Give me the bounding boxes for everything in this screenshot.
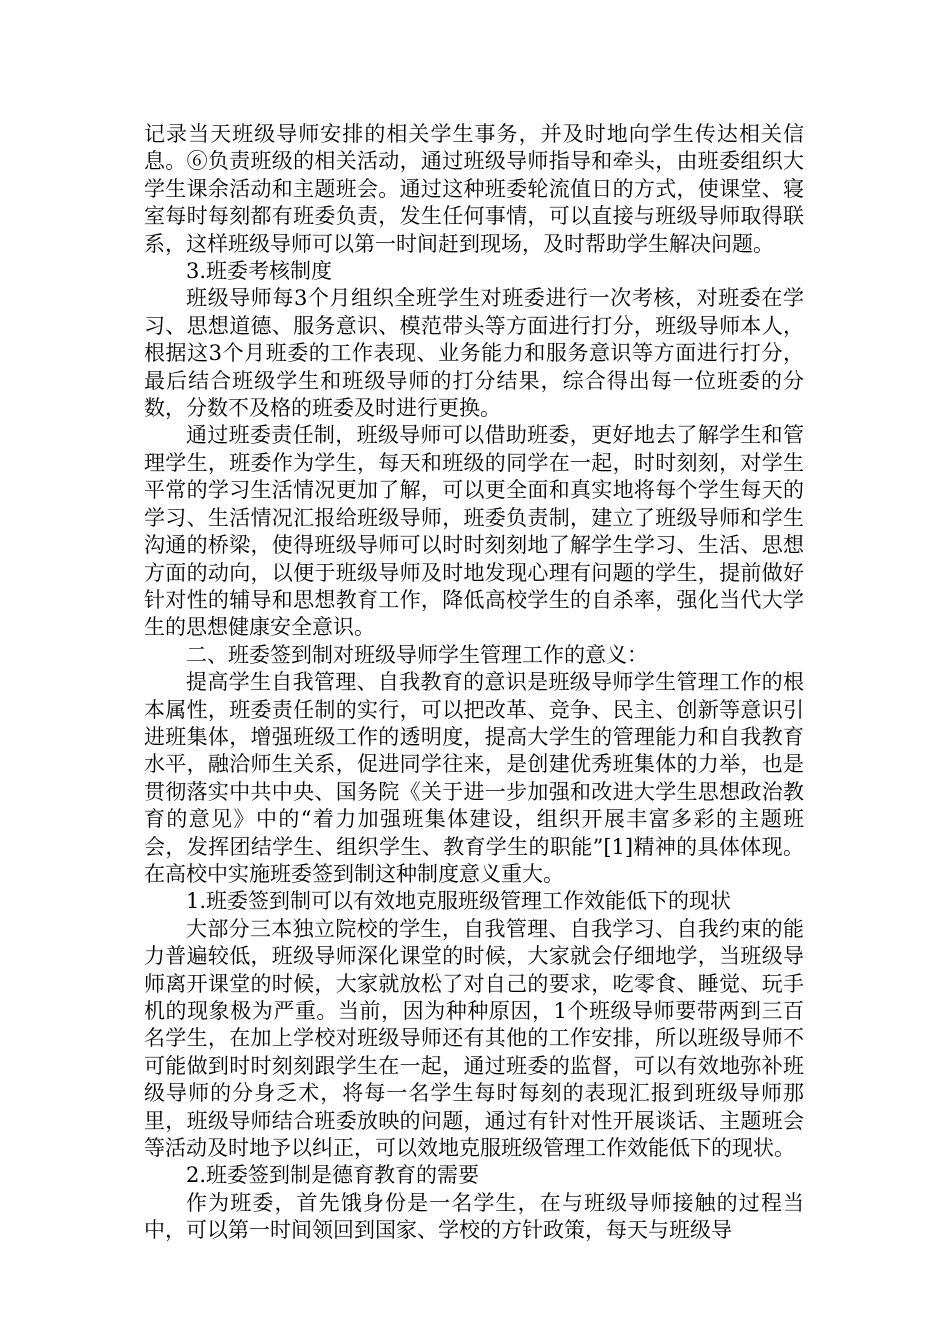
paragraph-responsibility: 通过班委责任制，班级导师可以借助班委，更好地去了解学生和管理学生，班委作为学生，每天和班级的同学在一起，时时刻刻，对学生平常的学习生活情况更加了解，可以更全面和真实地将每个学生每天的学习、生活情况汇报给班级导师，班委负责制，建立了班级导师和学生沟通的桥梁，使得班级导师可以时时刻刻地了解学生学习、生活、思想方面的动向，以便于班级导师及时地发现心理有问题的学生，提前做好针对性的辅导和思想教育工作，降低高校学生的自杀率，强化当代大学生的思想健康安全意识。 — [144, 423, 804, 640]
section-heading-assessment: 3.班委考核制度 — [186, 259, 333, 284]
paragraph-significance: 提高学生自我管理、自我教育的意识是班级导师学生管理工作的根本属性，班委责任制的实行，可以把改革、竞争、民主、创新等意识引进班集体，增强班级工作的透明度，提高大学生的管理能力和自我教育水平，融洽师生关系，促进同学往来，是创建优秀班集体的力举，也是贯彻落实中共中央、国务院《关于进一步加强和改进大学生思想政治教育的意见》中的“着力加强班集体建设，组织开展丰富多彩的主题班会，发挥团结学生、组织学生、教育学生的职能”[1]精神的具体体现。在高校中实施班委签到制这种制度意义重大。 — [144, 670, 804, 886]
section-heading-significance: 二、班委签到制对班级导师学生管理工作的意义： — [186, 642, 648, 667]
subsection-heading-efficiency: 1.班委签到制可以有效地克服班级管理工作效能低下的现状 — [186, 889, 732, 914]
paragraph-continuation: 记录当天班级导师安排的相关学生事务，并及时地向学生传达相关信息。⑥负责班级的相关活动，通过班级导师指导和牵头，由班委组织大学生课余活动和主题班会。通过这种班委轮流值日的方式，使课堂、寝室每时每刻都有班委负责，发生任何事情，可以直接与班级导师取得联系，这样班级导师可以第一时间赶到现场，及时帮助学生解决问题。 — [144, 122, 804, 256]
subsection-heading-moral-education: 2.班委签到制是德育教育的需要 — [186, 1163, 480, 1188]
paragraph-assessment: 班级导师每3个月组织全班学生对班委进行一次考核，对班委在学习、思想道德、服务意识、模范带头等方面进行打分，班级导师本人，根据这3个月班委的工作表现、业务能力和服务意识等方面进行打分，最后结合班级学生和班级导师的打分结果，综合得出每一位班委的分数，分数不及格的班委及时进行更换。 — [144, 286, 804, 421]
paragraph-efficiency: 大部分三本独立院校的学生，自我管理、自我学习、自我约束的能力普遍较低，班级导师深化课堂的时候，大家就会仔细地学，当班级导师离开课堂的时候，大家就放松了对自己的要求，吃零食、睡觉、玩手机的现象极为严重。当前，因为种种原因，1个班级导师要带两到三百名学生，在加上学校对班级导师还有其他的工作安排，所以班级导师不可能做到时时刻刻跟学生在一起，通过班委的监督，可以有效地弥补班级导师的分身乏术，将每一名学生每时每刻的表现汇报到班级导师那里，班级导师结合班委放映的问题，通过有针对性开展谈话、主题班会等活动及时地予以纠正，可以效地克服班级管理工作效能低下的现状。 — [144, 916, 804, 1161]
document-body — [144, 121, 804, 1245]
paragraph-moral-education: 作为班委，首先饿身份是一名学生，在与班级导师接触的过程当中，可以第一时间领回到国家、学校的方针政策，每天与班级导 — [144, 1190, 804, 1243]
